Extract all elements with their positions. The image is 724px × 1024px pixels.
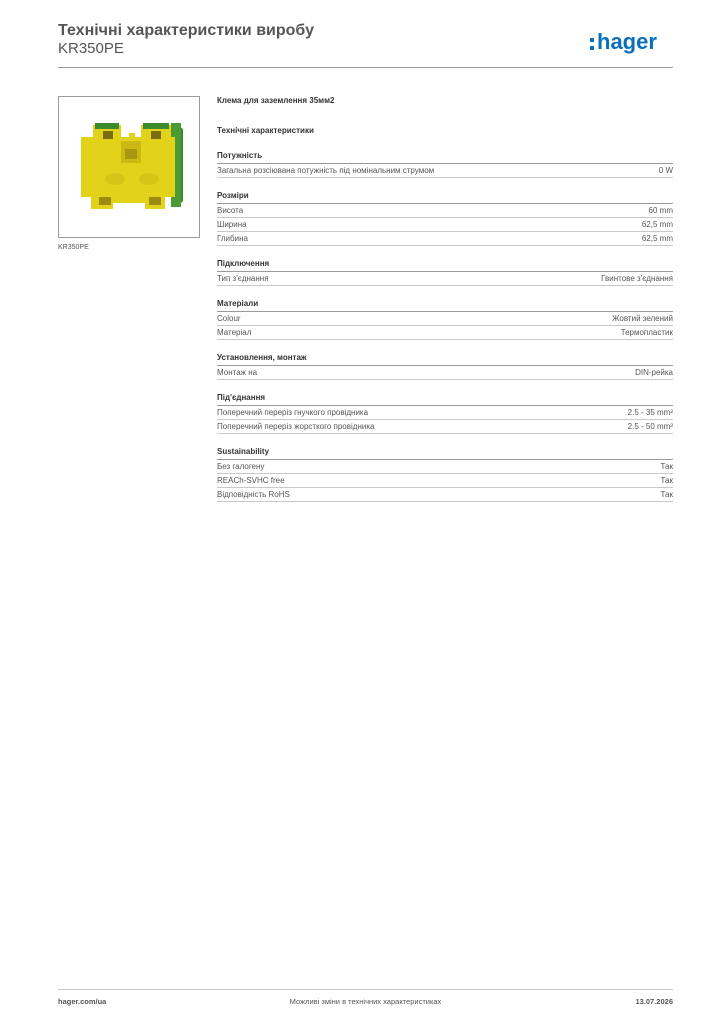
spec-value: DIN-рейка [635,368,673,377]
spec-label: Висота [217,206,244,215]
spec-label: Ширина [217,220,247,229]
page-title: Технічні характеристики виробу [58,22,314,39]
footer-notice: Можливі зміни в технічних характеристиках [289,997,442,1006]
section-title: Розміри [217,190,673,204]
section-title: Під'єднання [217,392,673,406]
spec-section [217,258,673,286]
spec-section [217,150,673,178]
spec-label: Поперечний переріз гнучкого провідника [217,408,369,417]
footer-date: 13.07.2026 [635,997,673,1006]
spec-row [217,488,673,502]
spec-row [217,420,673,434]
spec-section [217,352,673,380]
spec-row [217,366,673,380]
spec-row [217,326,673,340]
footer-website[interactable]: hager.com/ua [58,997,107,1006]
spec-value: 0 W [658,166,673,175]
spec-label: REACh-SVHC free [217,476,285,485]
product-code: KR350PE [58,40,124,57]
spec-value: Так [660,490,673,499]
product-image-frame [58,96,200,238]
spec-row [217,218,673,232]
section-title: Установлення, монтаж [217,352,673,366]
spec-value: 60 mm [648,206,673,215]
spec-value: 62,5 mm [641,220,673,229]
spec-label: Тип з'єднання [217,274,269,283]
spec-label: Глибина [217,234,248,243]
spec-row [217,406,673,420]
document-header [58,22,673,58]
spec-section [217,446,673,502]
spec-label: Монтаж на [217,368,258,377]
spec-value: 2.5 - 35 mm² [627,408,673,417]
spec-row [217,460,673,474]
spec-value: Так [660,476,673,485]
image-caption: KR350PE [58,244,89,251]
header-divider [58,67,673,68]
spec-section [217,392,673,434]
spec-row [217,272,673,286]
spec-row [217,232,673,246]
spec-value: Гвинтове з'єднання [601,274,673,283]
spec-row [217,164,673,178]
spec-content [217,96,673,502]
spec-row [217,204,673,218]
spec-value: 62,5 mm [641,234,673,243]
spec-value: Термопластик [620,328,673,337]
section-title: Потужність [217,150,673,164]
spec-row [217,474,673,488]
spec-section [217,298,673,340]
spec-value: Жовтий зелений [612,314,673,323]
section-title: Підключення [217,258,673,272]
spec-value: Так [660,462,673,471]
spec-row [217,312,673,326]
section-title: Матеріали [217,298,673,312]
product-image [59,97,199,237]
logo-text: hager [597,29,657,54]
footer-divider [58,989,673,990]
spec-label: Colour [217,314,241,323]
spec-sections [217,150,673,502]
product-name: Клема для заземлення 35мм2 [217,96,335,105]
spec-label: Відповідність RoHS [217,490,290,499]
spec-label: Матеріал [217,328,252,337]
spec-value: 2.5 - 50 mm² [627,422,673,431]
hager-logo [589,28,673,54]
spec-section [217,190,673,246]
section-title: Sustainability [217,446,673,460]
tech-specs-heading: Технічні характеристики [217,126,314,135]
spec-label: Без галогену [217,462,265,471]
spec-label: Загальна розсіювана потужність під номінальним струмом [217,166,435,175]
spec-label: Поперечний переріз жорсткого провідника [217,422,375,431]
